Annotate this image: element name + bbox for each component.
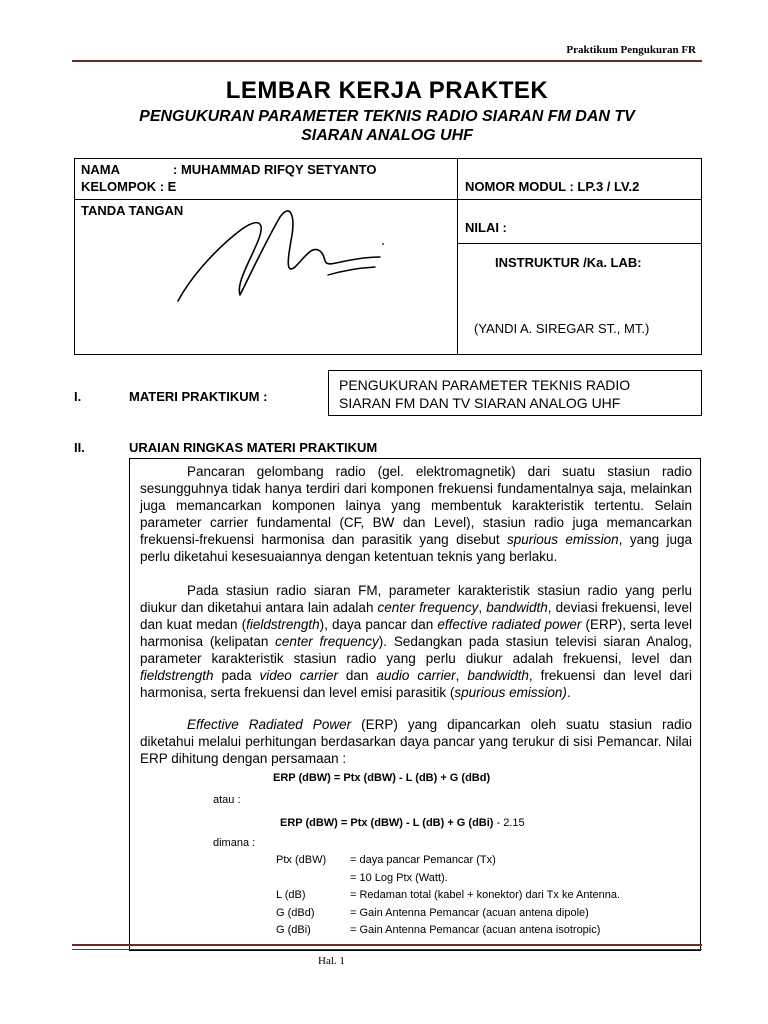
section-1-number: I. bbox=[74, 389, 82, 404]
dimana-label: dimana : bbox=[213, 837, 256, 849]
kelompok-label: KELOMPOK : E bbox=[81, 179, 177, 194]
paragraph-3-emphasis: Effective Radiated Power bbox=[187, 717, 352, 732]
p2-text-c: , deviasi frekuensi, level dan kuat medan ( bbox=[140, 600, 693, 632]
def-desc-1: = daya pancar Pemancar (Tx) bbox=[350, 854, 496, 866]
section-1-label: MATERI PRAKTIKUM : bbox=[129, 389, 268, 404]
identity-row-divider bbox=[74, 199, 702, 200]
paragraph-1 bbox=[140, 463, 692, 565]
def-desc-4: = Gain Antenna Pemancar (acuan antena dipole) bbox=[350, 906, 589, 919]
p2-em-3: fieldstrength bbox=[246, 617, 320, 632]
subtitle-line-1: PENGUKURAN PARAMETER TEKNIS RADIO SIARAN FM DAN TV bbox=[139, 108, 635, 125]
paragraph-1-text: Pancaran gelombang radio (gel. elektromagnetik) dari suatu stasiun radio sesungguhnya tidak hanya terdiri dari komponen frekuensi fundamentalnya saja, melainkan juga memancarkan komponen lainya yang membentuk karakteristik tertentu. Selain parameter carrier fundamental (CF, BW dan Level), stasiun radio juga memancarkan frekuensi-frekuensi harmonisa dan parasitik yang disebut bbox=[140, 464, 692, 547]
p2-text-f: ). Sedangkan pada stasiun televisi siaran Analog, parameter karakteristik stasiun radio yang perlu diukur adalah frekuensi, level dan bbox=[140, 634, 692, 666]
nama-value: : MUHAMMAD RIFQY SETYANTO bbox=[173, 162, 377, 177]
p2-em-10: spurious emission) bbox=[454, 685, 567, 700]
nilai-row-divider bbox=[457, 243, 702, 244]
summary-box bbox=[129, 458, 701, 951]
definition-terms bbox=[276, 852, 346, 940]
def-term-2 bbox=[276, 870, 346, 888]
page-subtitle bbox=[72, 107, 702, 145]
erp-formula-dbi-main: ERP (dBW) = Ptx (dBW) - L (dB) + G (dBi) bbox=[280, 817, 494, 829]
tanda-tangan-label: TANDA TANGAN bbox=[81, 203, 184, 218]
erp-formula-dbd: ERP (dBW) = Ptx (dBW) - L (dB) + G (dBd) bbox=[273, 772, 491, 784]
instruktur-label: INSTRUKTUR /Ka. LAB: bbox=[495, 255, 642, 270]
paragraph-3-text: (ERP) yang dipancarkan oleh suatu stasiun radio diketahui melalui perhitungan berdasarkan daya pancar yang terukur di sisi Pemancar. Nilai ERP dihitung dengan persamaan : bbox=[140, 717, 692, 766]
section-2-label: URAIAN RINGKAS MATERI PRAKTIKUM bbox=[129, 440, 378, 455]
p2-text-j: , frekuensi dan level dari harmonisa, serta frekuensi dan level emisi parasitik ( bbox=[140, 668, 692, 700]
footer-rule-thick bbox=[72, 944, 702, 946]
p2-em-2: bandwidth bbox=[486, 600, 548, 615]
nama-label: NAMA bbox=[81, 162, 120, 177]
section-1-box-line-1: PENGUKURAN PARAMETER TEKNIS RADIO bbox=[339, 377, 631, 393]
p2-text-i: , bbox=[455, 668, 468, 683]
page-number: Hal. 1 bbox=[318, 955, 345, 967]
page-title: LEMBAR KERJA PRAKTEK bbox=[225, 77, 549, 104]
paragraph-3 bbox=[140, 716, 692, 767]
def-term-1: Ptx (dBW) bbox=[276, 854, 327, 866]
nilai-label: NILAI : bbox=[465, 220, 507, 235]
section-2-number: II. bbox=[74, 440, 85, 455]
p2-text-b: , bbox=[478, 600, 487, 615]
p2-text-k: . bbox=[566, 685, 571, 700]
footer-rule-thin bbox=[72, 949, 702, 950]
section-1-box bbox=[328, 370, 702, 416]
nomor-modul: NOMOR MODUL : LP.3 / LV.2 bbox=[465, 179, 640, 194]
def-term-3: L (dB) bbox=[276, 889, 306, 901]
running-header: Praktikum Pengukuran FR bbox=[566, 44, 696, 56]
p2-em-5: center frequency bbox=[275, 634, 379, 649]
identity-col-divider bbox=[457, 158, 458, 355]
p2-text-e: (ERP), serta level harmonisa (kelipatan bbox=[140, 617, 692, 649]
erp-formula-dbi-tail: - 2.15 bbox=[493, 817, 525, 829]
paragraph-1-emphasis: spurious emission bbox=[507, 532, 619, 547]
def-desc-2: = 10 Log Ptx (Watt). bbox=[350, 871, 448, 884]
paragraph-2 bbox=[140, 582, 692, 701]
def-desc-3: = Redaman total (kabel + konektor) dari Tx ke Antenna. bbox=[350, 889, 621, 901]
signature-image bbox=[170, 205, 400, 310]
atau-label: atau : bbox=[213, 794, 241, 806]
paragraph-1-tail: , yang juga perlu diketahui kesesuaiannya dengan ketentuan teknis yang berlaku. bbox=[140, 532, 693, 564]
def-term-4: G (dBd) bbox=[276, 906, 315, 919]
p2-text-g: pada bbox=[213, 668, 260, 683]
p2-em-8: audio carrier bbox=[376, 668, 456, 683]
p2-text-h: dan bbox=[337, 668, 377, 683]
p2-em-7: video carrier bbox=[259, 668, 338, 683]
header-rule bbox=[72, 60, 702, 62]
p2-em-9: bandwidth bbox=[467, 668, 529, 683]
instruktur-name: (YANDI A. SIREGAR ST., MT.) bbox=[474, 321, 650, 336]
p2-em-6: fieldstrength bbox=[140, 668, 214, 683]
p2-text-d: ), daya pancar dan bbox=[319, 617, 438, 632]
definition-descs bbox=[350, 852, 695, 940]
def-desc-5: = Gain Antenna Pemancar (acuan antena isotropic) bbox=[350, 924, 601, 936]
section-1-box-line-2: SIARAN FM DAN TV SIARAN ANALOG UHF bbox=[339, 395, 621, 411]
p2-text-a: Pada stasiun radio siaran FM, parameter karakteristik stasiun radio yang perlu diukur dan diketahui antara lain adalah bbox=[140, 583, 692, 615]
def-term-5: G (dBi) bbox=[276, 924, 311, 936]
subtitle-line-2: SIARAN ANALOG UHF bbox=[301, 127, 473, 144]
p2-em-1: center frequency bbox=[377, 600, 479, 615]
p2-em-4: effective radiated power bbox=[437, 617, 582, 632]
erp-formula-dbi bbox=[280, 817, 525, 829]
